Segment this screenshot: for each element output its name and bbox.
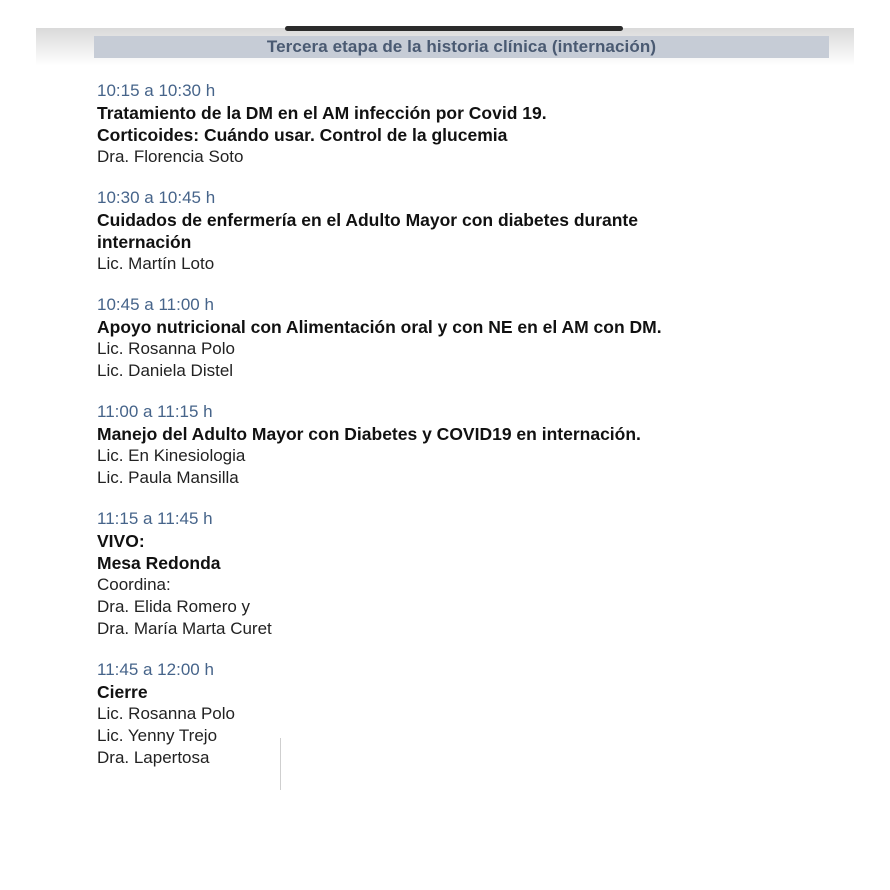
session-title-line: Cuidados de enfermería en el Adulto Mayor con diabetes durante <box>97 210 638 230</box>
session-time: 11:00 a 11:15 h <box>97 402 213 421</box>
session-time: 11:45 a 12:00 h <box>97 660 214 679</box>
speaker-name: Dra. Elida Romero y <box>97 597 251 616</box>
session-time: 10:30 a 10:45 h <box>97 188 216 207</box>
session-5 <box>97 508 817 640</box>
section-title: Tercera etapa de la historia clínica (internación) <box>94 36 829 58</box>
session-3 <box>97 294 817 382</box>
speaker-name: Dra. Lapertosa <box>97 748 210 767</box>
top-divider <box>285 26 623 31</box>
speaker-name: Lic. Yenny Trejo <box>97 726 218 745</box>
session-title-line: Manejo del Adulto Mayor con Diabetes y COVID19 en internación. <box>97 424 641 444</box>
vertical-rule <box>280 738 281 790</box>
session-2 <box>97 187 817 275</box>
session-title-line: VIVO: <box>97 531 145 551</box>
session-time: 11:15 a 11:45 h <box>97 509 213 528</box>
session-title-line: Cierre <box>97 682 148 702</box>
session-6 <box>97 659 817 769</box>
speaker-name: Lic. Martín Loto <box>97 254 215 273</box>
session-time: 10:15 a 10:30 h <box>97 81 216 100</box>
session-title-line: Apoyo nutricional con Alimentación oral y con NE en el AM con DM. <box>97 317 662 337</box>
session-title-line: Mesa Redonda <box>97 553 221 573</box>
session-title-line: Corticoides: Cuándo usar. Control de la glucemia <box>97 125 508 145</box>
speaker-name: Coordina: <box>97 575 171 594</box>
speaker-name: Lic. En Kinesiologia <box>97 446 246 465</box>
speaker-name: Lic. Rosanna Polo <box>97 339 235 358</box>
speaker-name: Dra. María Marta Curet <box>97 619 272 638</box>
speaker-name: Lic. Paula Mansilla <box>97 468 239 487</box>
session-title-line: internación <box>97 232 192 252</box>
session-1 <box>97 80 817 168</box>
speaker-name: Dra. Florencia Soto <box>97 147 244 166</box>
speaker-name: Lic. Rosanna Polo <box>97 704 235 723</box>
session-time: 10:45 a 11:00 h <box>97 295 214 314</box>
session-4 <box>97 401 817 489</box>
speaker-name: Lic. Daniela Distel <box>97 361 234 380</box>
schedule-list <box>97 80 817 788</box>
session-title-line: Tratamiento de la DM en el AM infección por Covid 19. <box>97 103 547 123</box>
